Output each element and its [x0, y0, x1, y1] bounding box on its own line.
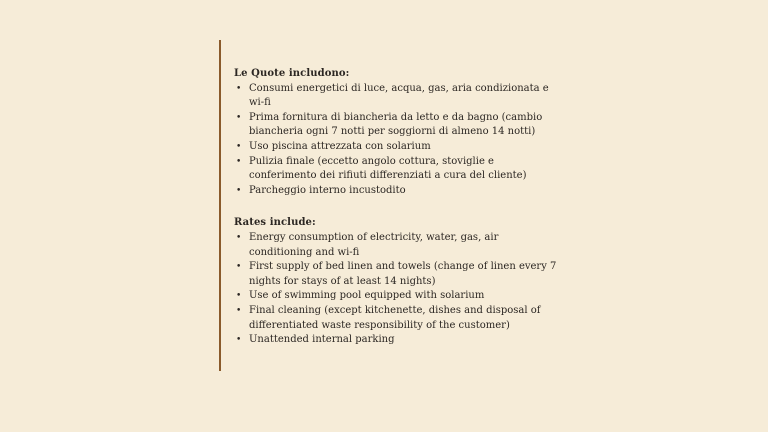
list-item-text: Use of swimming pool equipped with solarium [249, 290, 485, 302]
rates-content [234, 67, 564, 348]
bullet-icon: • [236, 305, 242, 316]
list-item [234, 333, 564, 348]
list-item [234, 289, 564, 304]
list-item [234, 140, 564, 155]
list-item-text: Prima fornitura di biancheria da letto e da bagno (cambio biancheria ogni 7 notti per soggiorni di almeno 14 notti) [249, 111, 543, 138]
section-english [234, 216, 564, 347]
bullet-icon: • [236, 335, 242, 346]
list-item [234, 304, 564, 333]
list-item [234, 155, 564, 184]
list-item [234, 184, 564, 199]
list-item [234, 231, 564, 260]
bullet-icon: • [236, 83, 242, 94]
list-item-text: Uso piscina attrezzata con solarium [249, 140, 431, 152]
bullet-icon: • [236, 112, 242, 123]
list-item-text: Energy consumption of electricity, water, gas, air conditioning and wi-fi [249, 231, 499, 258]
bullet-icon: • [236, 156, 242, 167]
list-italian [234, 82, 564, 199]
bullet-icon: • [236, 141, 242, 152]
list-item [234, 82, 564, 111]
list-item-text: Parcheggio interno incustodito [249, 184, 406, 196]
bullet-icon: • [236, 262, 242, 273]
list-english [234, 231, 564, 348]
bullet-icon: • [236, 291, 242, 302]
list-item-text: Pulizia finale (eccetto angolo cottura, stoviglie e conferimento dei rifiuti differenziati a cura del cliente) [249, 155, 527, 182]
list-item [234, 260, 564, 289]
list-item-text: Final cleaning (except kitchenette, dishes and disposal of differentiated waste responsibility of the customer) [249, 304, 541, 331]
list-item [234, 111, 564, 140]
bullet-icon: • [236, 185, 242, 196]
list-item-text: First supply of bed linen and towels (change of linen every 7 nights for stays of at least 14 nights) [249, 261, 557, 287]
bullet-icon: • [236, 232, 242, 243]
section-title-english: Rates include: [234, 217, 316, 229]
section-italian [234, 67, 564, 198]
accent-bar [219, 40, 221, 371]
list-item-text: Unattended internal parking [249, 334, 395, 346]
list-item-text: Consumi energetici di luce, acqua, gas, aria condizionata e wi-fi [249, 82, 549, 109]
section-title-italian: Le Quote includono: [234, 68, 350, 79]
